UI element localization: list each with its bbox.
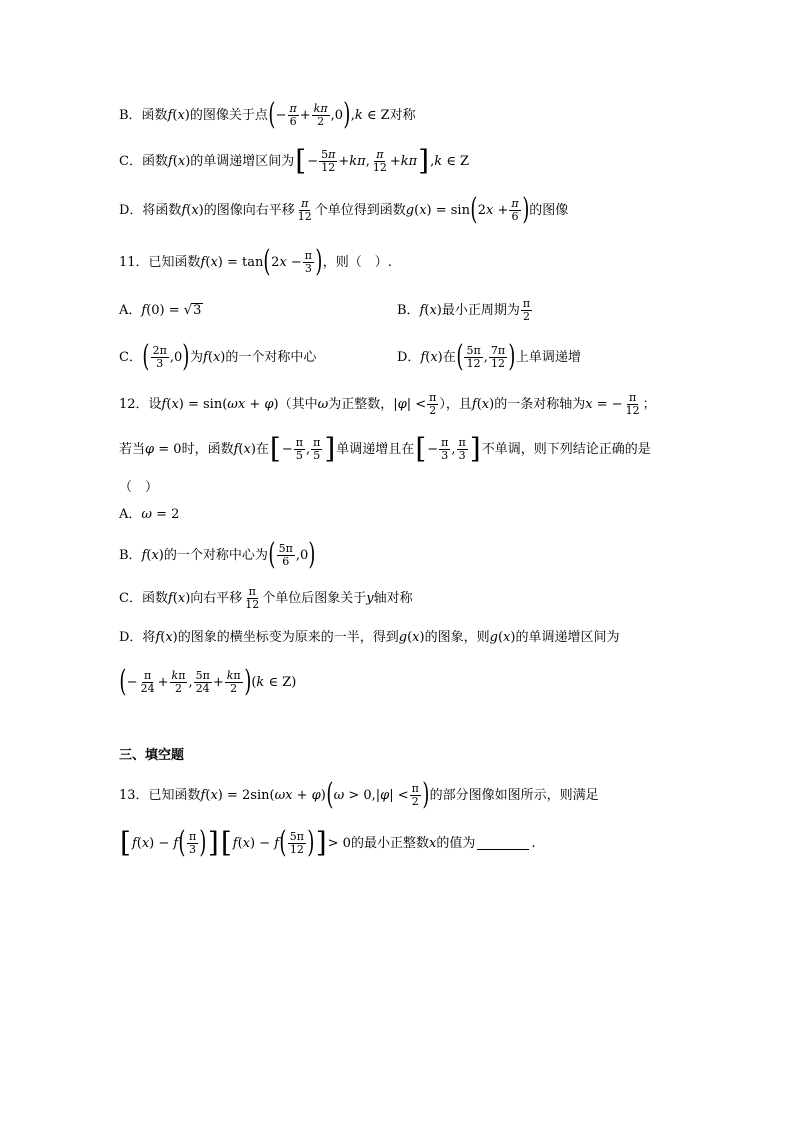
q12-d-text2: 的图象的横坐标变为原来的一半，得到 — [177, 630, 399, 645]
q10-d-suffix: 的图像 — [529, 202, 569, 218]
q11-c-label: C． — [119, 349, 142, 365]
frac-kpi-2: $\frac{k\pi}{2}$ — [313, 101, 328, 128]
frac-kpi-2: $\frac{k\pi}{2}$ — [171, 668, 186, 695]
q12-c-text3: 个单位后图象关于 — [262, 590, 367, 606]
q10-option-d: D．将函数 f (x) 的图像向右平移 $\frac{\pi}{12}$ 个单位得到函数 g(x) = sin ( 2x + $\frac{\pi}{6}$ ) 的图像 — [119, 192, 569, 227]
q12-option-b: B． f(x) 的一个对称中心为 ( $\frac{5\pi}{6}$ ,0 ) — [119, 537, 316, 572]
q12-line2-prefix: 若当 — [119, 441, 146, 457]
q11-b-text: 最小正周期为 — [441, 302, 520, 318]
q12-d-text4: 的单调递增区间为 — [515, 630, 620, 645]
q11-option-c: C． ( $\frac{2\pi}{3}$ ,0 ) 为 f(x) 的一个对称中心 — [119, 339, 317, 374]
q12-line2-suffix: 不单调，则下列结论正确的是 — [481, 441, 651, 457]
section-title: 三、填空题 — [119, 748, 185, 763]
q10-c-mid: 的单调递增区间为 — [190, 153, 295, 169]
frac-7pi-12: $\frac{7\pi}{12}$ — [490, 343, 506, 370]
frac-kpi-2: $\frac{k\pi}{2}$ — [226, 668, 241, 695]
q11-option-b: B． f(x) 最小正周期为 $\frac{\pi}{2}$ — [397, 297, 531, 323]
q10-d-mid1: 的图像向右平移 — [203, 202, 295, 218]
q12-option-d: D．将 f(x) 的图象的横坐标变为原来的一半，得到 g(x) 的图象，则 g(x) 的单调递增区间为 — [119, 630, 620, 645]
q11-c-text: 为 — [190, 349, 204, 365]
q12-c-text4: 轴对称 — [373, 590, 413, 606]
q11-a-label: A． — [119, 302, 142, 318]
q12-stem-line1: 12．设 f(x) = sin(ωx + φ) （其中 ω 为正整数， |φ| < $\frac{\pi}{2}$ ），且 f(x) 的一条对称轴为 x = − $\frac{\pi}{12}$ ； — [119, 391, 656, 417]
q13-period: . — [531, 835, 536, 851]
frac-5pi-12: $\frac{5\pi}{12}$ — [321, 147, 336, 174]
frac-2pi-3: $\frac{2\pi}{3}$ — [152, 343, 167, 370]
frac-5pi-12: $\frac{5\pi}{12}$ — [289, 829, 304, 856]
q12-answer-paren: （ ） — [119, 480, 159, 495]
q11-d-text2: 上单调递增 — [515, 349, 581, 365]
q13-line2-end: 的值为 — [436, 835, 476, 851]
q12-b-text: 的一个对称中心为 — [163, 547, 268, 563]
q11-option-d: D． f(x) 在 ( $\frac{5\pi}{12}$ , $\frac{7\pi}{12}$ ) 上单调递增 — [397, 339, 581, 374]
q10-b-prefix: B．函数 — [119, 107, 168, 123]
q13-line2-suffix: 的最小正整数 — [350, 835, 429, 851]
frac-pi-12: $\frac{\pi}{12}$ — [372, 147, 387, 174]
q10-option-b: B．函数 f ( x ) 的图像关于点 ( − $\frac{\pi}{6}$ + $\frac{k\pi}{2}$ ,0 ) ,k ∈ Z 对称 — [119, 97, 416, 132]
q12-line2-mid2: 在 — [255, 441, 269, 457]
frac-pi-3: $\frac{\pi}{3}$ — [188, 829, 197, 856]
q12-option-a: A． ω = 2 — [119, 507, 180, 522]
frac-pi-6: $\frac{\pi}{6}$ — [511, 196, 519, 223]
math-f-x: f — [167, 107, 173, 123]
q12-c-text1: C．函数 — [119, 590, 168, 606]
q12-d-text1: D．将 — [119, 630, 156, 645]
answer-blank[interactable] — [477, 837, 529, 850]
frac-pi-3: $\frac{\pi}{3}$ — [441, 435, 449, 462]
q12-option-c: C．函数 f(x) 向右平移 $\frac{\pi}{12}$ 个单位后图象关于 y 轴对称 — [119, 585, 413, 611]
q11-d-label: D． — [397, 349, 421, 365]
q12-a-label: A． — [119, 507, 142, 522]
frac-pi-3: $\frac{\pi}{3}$ — [458, 435, 466, 462]
q12-stem-mid1: （其中 — [278, 396, 318, 412]
q11-c-text2: 的一个对称中心 — [225, 349, 317, 365]
frac-5pi-6: $\frac{5\pi}{6}$ — [278, 541, 293, 568]
frac-pi-3: $\frac{\pi}{3}$ — [304, 248, 312, 275]
q13-stem-line1: 13．已知函数 f(x) = 2sin(ωx + φ) ( ω > 0,|φ| < $\frac{\pi}{2}$ ) 的部分图像如图所示，则满足 — [119, 777, 599, 812]
q12-b-label: B． — [119, 547, 142, 563]
q12-c-text2: 向右平移 — [190, 590, 243, 606]
q11-option-a: A． f(0) = √3 — [119, 302, 202, 318]
q12-stem-prefix: 12．设 — [119, 396, 162, 412]
frac-5pi-12: $\frac{5\pi}{12}$ — [466, 343, 481, 370]
q12-line2-mid3: 单调递增且在 — [336, 441, 415, 457]
q11-stem-suffix: ，则（ ）. — [322, 254, 392, 270]
q10-d-prefix: D．将函数 — [119, 202, 182, 218]
q12-stem-line2: 若当 φ = 0 时，函数 f(x) 在 [ − $\frac{\pi}{5}$ , $\frac{\pi}{5}$ ] 单调递增且在 [ − $\frac{\pi}{3}$ , $\frac{\pi}{3}$ ] 不单调，则下列结论正确的是 — [119, 432, 651, 465]
q13-stem-suffix: 的部分图像如图所示，则满足 — [429, 787, 599, 803]
q12-d-text3: 的图象，则 — [424, 630, 490, 645]
q12-line2-mid1: 时，函数 — [181, 441, 234, 457]
q12-stem-end: ； — [642, 396, 656, 412]
q10-b-mid: 的图像关于点 — [189, 107, 268, 123]
q10-b-suffix: 对称 — [389, 107, 416, 123]
q11-stem-prefix: 11．已知函数 — [119, 254, 201, 270]
frac-pi-24: $\frac{\pi}{24}$ — [140, 668, 155, 695]
frac-pi-2: $\frac{\pi}{2}$ — [522, 297, 531, 323]
frac-pi-2: $\frac{\pi}{2}$ — [411, 781, 419, 808]
frac-pi-12: $\frac{\pi}{12}$ — [297, 196, 312, 223]
q11-b-label: B． — [397, 302, 420, 318]
q12-option-d-interval: ( − $\frac{\pi}{24}$ + $\frac{k\pi}{2}$ , $\frac{5\pi}{24}$ + $\frac{k\pi}{2}$ ) (k ∈ Z) — [119, 664, 297, 699]
frac-pi-5: $\frac{\pi}{5}$ — [295, 435, 303, 462]
q10-option-c: C．函数 f (x) 的单调递增区间为 [ − $\frac{5\pi}{12}$ +kπ, $\frac{\pi}{12}$ +kπ ] ,k ∈ Z — [119, 144, 470, 177]
q12-stem-mid2: 为正整数， — [328, 396, 394, 412]
q11-stem: 11．已知函数 f(x) = tan ( 2x − $\frac{\pi}{3}$ ) ，则（ ）. — [119, 244, 392, 279]
frac-pi-12: $\frac{\pi}{12}$ — [245, 585, 260, 611]
frac-5pi-24: $\frac{5\pi}{24}$ — [195, 668, 210, 695]
q11-d-text: 在 — [442, 349, 456, 365]
q10-d-mid2: 个单位得到函数 — [314, 202, 406, 218]
frac-pi-2: $\frac{\pi}{2}$ — [429, 391, 437, 417]
frac-pi-6: $\frac{\pi}{6}$ — [289, 101, 297, 128]
q10-c-prefix: C．函数 — [119, 153, 168, 169]
q13-stem-line2: [ f(x) − f ( $\frac{\pi}{3}$ ) ] [ f(x) − f ( $\frac{5\pi}{12}$ ) ] > 0 的最小正整数 x 的值为 . — [120, 825, 536, 860]
frac-pi-12: $\frac{\pi}{12}$ — [625, 391, 640, 417]
q12-stem-mid4: 的一条对称轴为 — [494, 396, 586, 412]
q13-stem-prefix: 13．已知函数 — [119, 787, 201, 803]
frac-pi-5: $\frac{\pi}{5}$ — [313, 435, 321, 462]
q12-stem-mid3: ），且 — [439, 396, 472, 412]
